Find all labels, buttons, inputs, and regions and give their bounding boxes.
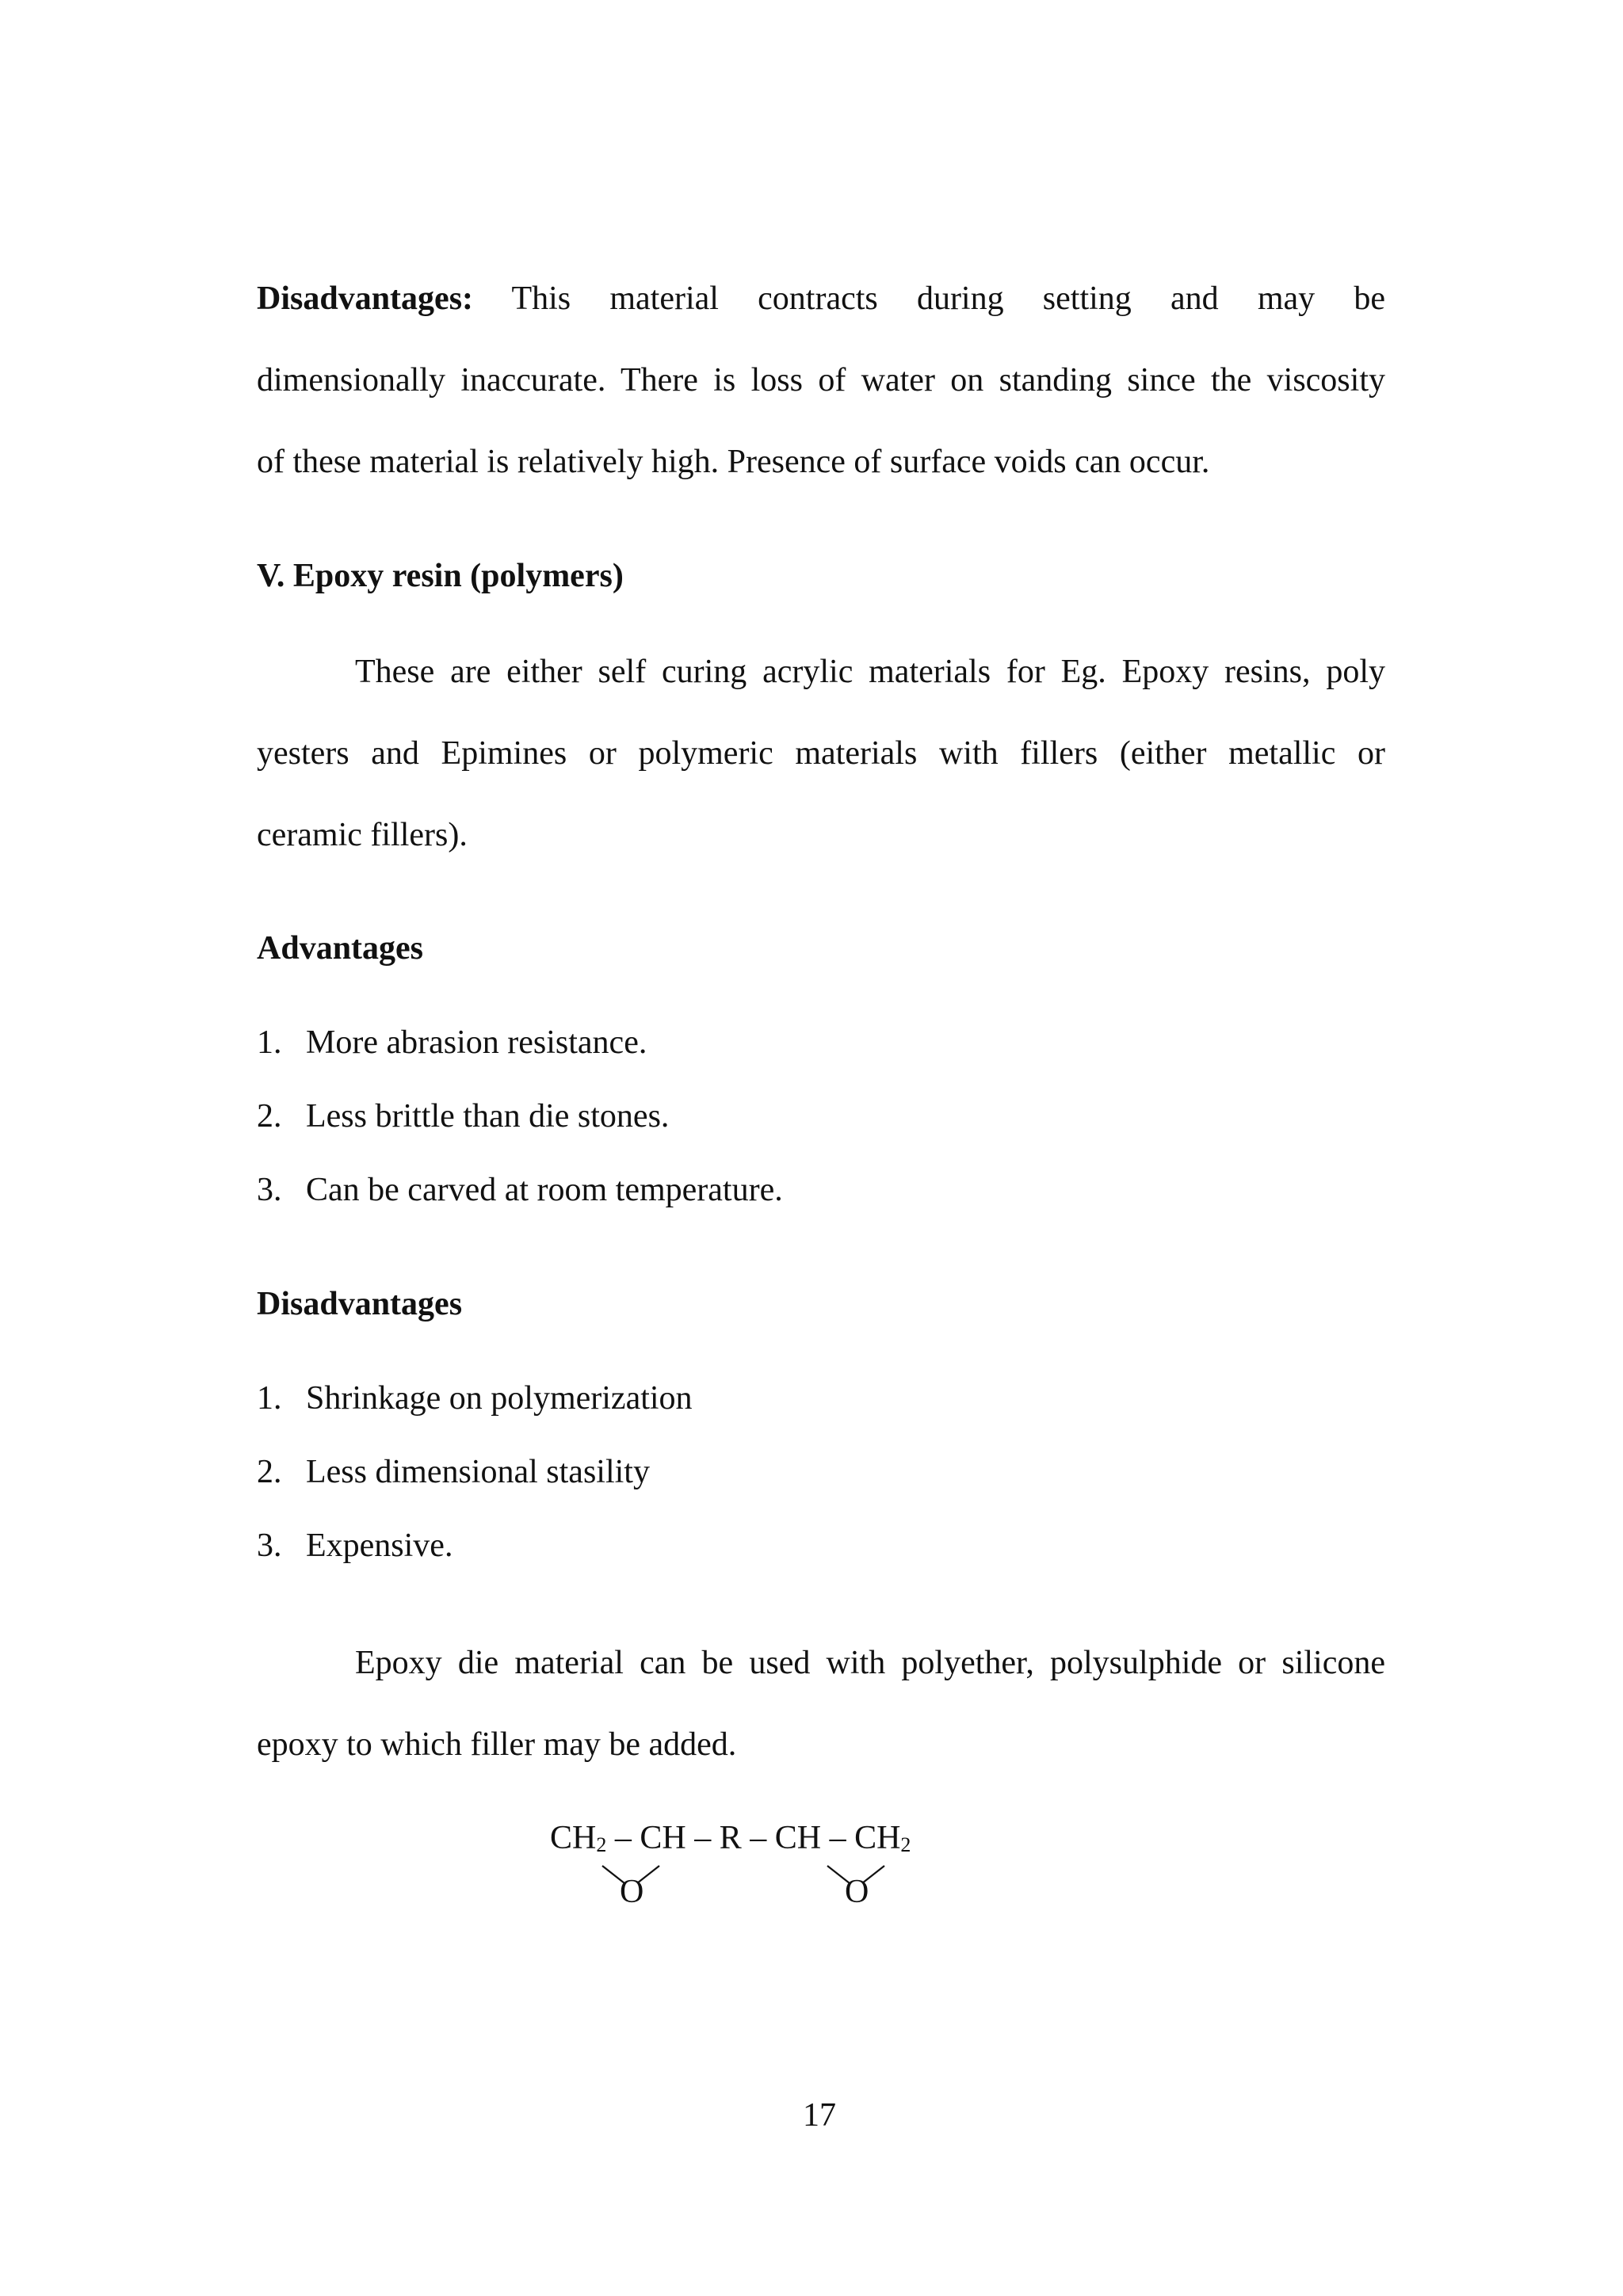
list-item-text: Shrinkage on polymerization [306, 1380, 693, 1417]
formula-chain-middle: – CH – R – CH – CH [606, 1820, 901, 1856]
disadvantages-paragraph-line-2: dimensionally inaccurate. There is loss of water on standing since the viscosity [257, 362, 1385, 399]
formula-oxygen-right: O [845, 1874, 869, 1910]
page-number: 17 [803, 2097, 836, 2134]
list-number: 1. [257, 1380, 282, 1417]
epoxy-usage-paragraph-line-1: Epoxy die material can be used with polyether, polysulphide or silicone [355, 1645, 1385, 1681]
list-number: 3. [257, 1172, 282, 1208]
advantages-list-item [257, 1097, 1385, 1136]
list-number: 3. [257, 1527, 282, 1564]
disadvantages-lead-label: Disadvantages: [257, 280, 474, 317]
list-number: 2. [257, 1098, 282, 1135]
advantages-list-item [257, 1023, 1385, 1062]
epoxy-paragraph-line-3: ceramic fillers). [257, 817, 468, 853]
list-item-text: Expensive. [306, 1527, 453, 1564]
list-number: 2. [257, 1454, 282, 1490]
disadvantages-list-item [257, 1379, 1385, 1418]
formula-subscript-left: 2 [596, 1833, 607, 1856]
formula-bond-lines [550, 1818, 994, 1945]
section-heading: V. Epoxy resin (polymers) [257, 558, 624, 594]
advantages-heading: Advantages [257, 930, 424, 967]
disadvantages-list-item [257, 1526, 1385, 1566]
list-number: 1. [257, 1024, 282, 1061]
formula-ch2-left: CH [550, 1820, 597, 1856]
list-item-text: Less dimensional stasility [306, 1454, 650, 1490]
formula-oxygen-left: O [620, 1874, 644, 1910]
list-item-text: More abrasion resistance. [306, 1024, 647, 1061]
disadvantages-paragraph-line-1 [257, 279, 1385, 318]
epoxy-paragraph-line-2: yesters and Epimines or polymeric materials with fillers (either metallic or [257, 735, 1385, 772]
disadvantages-paragraph-line-3: of these material is relatively high. Presence of surface voids can occur. [257, 444, 1210, 480]
disadvantages-paragraph-text: This material contracts during setting and may be [511, 280, 1385, 317]
list-item-text: Less brittle than die stones. [306, 1098, 670, 1135]
epoxy-structural-formula [550, 1818, 994, 1945]
disadvantages-heading: Disadvantages [257, 1286, 463, 1322]
advantages-list-item [257, 1170, 1385, 1210]
formula-subscript-right: 2 [900, 1833, 911, 1856]
disadvantages-list-item [257, 1452, 1385, 1492]
epoxy-paragraph-line-1: These are either self curing acrylic materials for Eg. Epoxy resins, poly [355, 654, 1385, 690]
list-item-text: Can be carved at room temperature. [306, 1172, 783, 1208]
epoxy-usage-paragraph-line-2: epoxy to which filler may be added. [257, 1726, 737, 1763]
